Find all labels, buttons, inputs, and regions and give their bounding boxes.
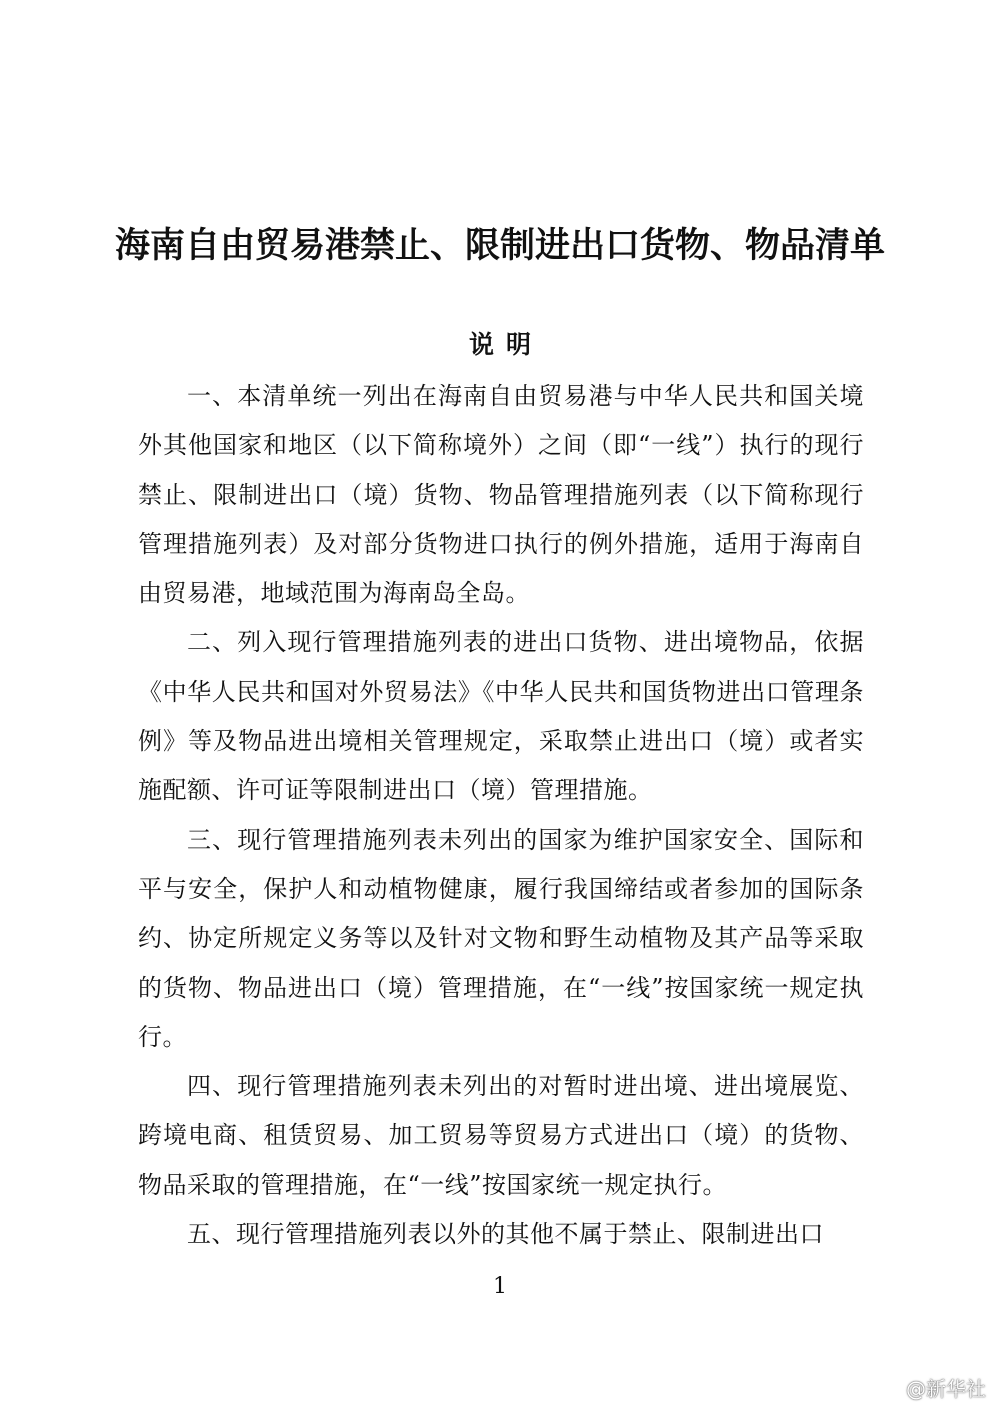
paragraph-2: 二、列入现行管理措施列表的进出口货物、进出境物品，依据《中华人民共和国对外贸易法》《中华人民共和国货物进出口管理条例》等及物品进出境相关管理规定，采取禁止进出口（境）或者实施配额、许可证等限制进出口（境）管理措施。 xyxy=(138,628,864,805)
document-body xyxy=(138,372,864,1259)
section-heading: 说明 xyxy=(468,330,543,359)
paragraph-5: 五、现行管理措施列表以外的其他不属于禁止、限制进出口 xyxy=(187,1220,824,1249)
watermark xyxy=(876,1373,986,1402)
paragraph-1: 一、本清单统一列出在海南自由贸易港与中华人民共和国关境外其他国家和地区（以下简称境外）之间（即“一线”）执行的现行禁止、限制进出口（境）货物、物品管理措施列表（以下简称现行管理措施列表）及对部分货物进口执行的例外措施，适用于海南自由贸易港，地域范围为海南岛全岛。 xyxy=(138,382,864,608)
document-title: 海南自由贸易港禁止、限制进出口货物、物品清单 xyxy=(114,225,885,266)
page-number: 1 xyxy=(493,1274,507,1299)
paragraph-3: 三、现行管理措施列表未列出的国家为维护国家安全、国际和平与安全，保护人和动植物健康，履行我国缔结或者参加的国际条约、协定所规定义务等以及针对文物和野生动植物及其产品等采取的货物、物品进出口（境）管理措施，在“一线”按国家统一规定执行。 xyxy=(138,825,864,1051)
paragraph-4: 四、现行管理措施列表未列出的对暂时进出境、进出境展览、跨境电商、租赁贸易、加工贸易等贸易方式进出口（境）的货物、物品采取的管理措施，在“一线”按国家统一规定执行。 xyxy=(138,1072,864,1199)
watermark-text: @新华社 xyxy=(906,1377,986,1401)
weibo-icon xyxy=(876,1377,902,1399)
